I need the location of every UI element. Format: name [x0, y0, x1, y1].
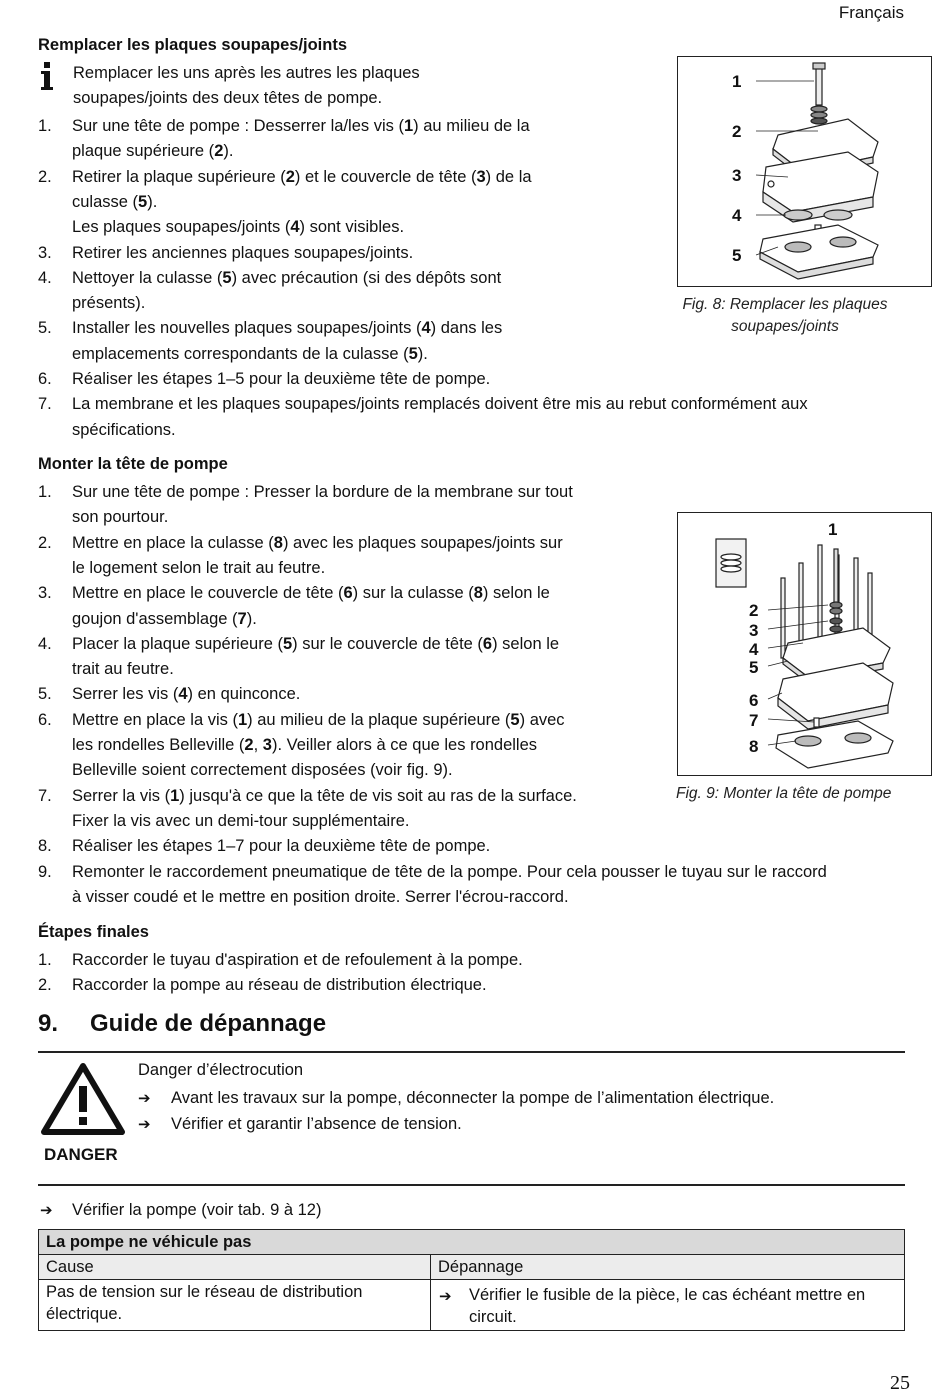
arrow-icon: ➔ [138, 1115, 151, 1133]
step-number: 1. [38, 483, 52, 501]
check-line [40, 1201, 322, 1220]
step-number: 1. [38, 117, 52, 135]
step-text-line: Nettoyer la culasse (5) avec précaution (si des dépôts sont [72, 268, 502, 287]
chapter-title: Guide de dépannage [90, 1010, 327, 1037]
figure-8-caption-line1: Fig. 8: Remplacer les plaques [682, 296, 888, 313]
fig9-label-4: 4 [749, 640, 759, 659]
fig9-label-2: 2 [749, 601, 759, 620]
fig8-label-5: 5 [732, 246, 742, 265]
step-text-line: Retirer la plaque supérieure (2) et le couvercle de tête (3) de la [72, 167, 532, 186]
fault-table-header-row [39, 1255, 905, 1280]
section-title-replace: Remplacer les plaques soupapes/joints [38, 36, 348, 54]
step-text-line: Retirer les anciennes plaques soupapes/joints. [72, 243, 414, 262]
step-text-line: les rondelles Belleville (2, 3). Veiller alors à ce que les rondelles [72, 736, 538, 754]
step-text-line: Installer les nouvelles plaques soupapes/joints (4) dans les [72, 319, 503, 338]
fig8-label-4: 4 [732, 206, 742, 225]
fault-table-title: La pompe ne véhicule pas [39, 1230, 905, 1255]
fault-table [38, 1229, 905, 1331]
page-number: 25 [890, 1372, 910, 1394]
fig9-label-6: 6 [749, 691, 759, 710]
step-number: 3. [38, 584, 52, 603]
arrow-icon: ➔ [40, 1201, 53, 1219]
column-header-cause: Cause [39, 1255, 431, 1280]
step-text-line: culasse (5). [72, 192, 158, 211]
cell-fix-text: Vérifier le fusible de la pièce, le cas échéant mettre en circuit. [469, 1286, 866, 1326]
figure-9-drawing [678, 513, 931, 775]
section-title-mount: Monter la tête de pompe [38, 455, 228, 473]
step-text-line: Mettre en place le couvercle de tête (6) sur la culasse (8) selon le [72, 584, 550, 603]
step-number: 2. [38, 976, 52, 995]
step-number: 3. [38, 243, 52, 262]
fig9-label-8: 8 [749, 737, 759, 756]
fig9-label-5: 5 [749, 658, 759, 677]
info-icon [40, 62, 54, 92]
section-title-final: Étapes finales [38, 923, 149, 941]
note-text-line1: Remplacer les uns après les autres les plaques [73, 64, 420, 82]
step-text-line: son pourtour. [72, 508, 169, 527]
danger-rule-bottom [38, 1184, 905, 1186]
arrow-icon: ➔ [439, 1287, 452, 1305]
danger-label: DANGER [44, 1145, 118, 1164]
step-text-line: Serrer la vis (1) jusqu'à ce que la tête de vis soit au ras de la surface. [72, 786, 577, 805]
fig8-label-1: 1 [732, 72, 742, 91]
step-number: 5. [38, 319, 52, 338]
fig8-label-3: 3 [732, 166, 742, 185]
step-text-line: trait au feutre. [72, 660, 174, 679]
danger-item-2 [138, 1115, 462, 1134]
step-text-line: Réaliser les étapes 1–7 pour la deuxième tête de pompe. [72, 837, 491, 856]
step-number: 1. [38, 951, 52, 969]
step-number: 8. [38, 837, 52, 856]
step-text-line: Belleville soient correctement disposées (voir fig. 9). [72, 761, 453, 780]
step-number: 6. [38, 370, 52, 388]
step-text-line: Sur une tête de pompe : Presser la bordure de la membrane sur tout [72, 483, 573, 501]
step-text-line: Fixer la vis avec un demi-tour supplémentaire. [72, 811, 410, 830]
warning-triangle-icon [40, 1062, 126, 1136]
figure-9 [677, 512, 932, 776]
cell-fix [431, 1280, 905, 1331]
cell-cause: Pas de tension sur le réseau de distribution électrique. [39, 1280, 431, 1331]
step-text-line: spécifications. [72, 420, 176, 439]
step-text-line: Raccorder la pompe au réseau de distribution électrique. [72, 976, 487, 995]
step-number: 4. [38, 634, 52, 653]
arrow-icon: ➔ [138, 1089, 151, 1107]
step-text-line: Raccorder le tuyau d'aspiration et de refoulement à la pompe. [72, 951, 523, 969]
step-text-line: La membrane et les plaques soupapes/joints remplacés doivent être mis au rebut conformément aux [72, 395, 808, 414]
figure-8-caption [670, 294, 900, 338]
chapter-heading [38, 1010, 326, 1038]
step-text-line: Placer la plaque supérieure (5) sur le couvercle de tête (6) selon le [72, 634, 560, 653]
step-number: 6. [38, 710, 52, 729]
fig9-label-3: 3 [749, 621, 759, 640]
step-number: 5. [38, 685, 52, 704]
step-number: 9. [38, 862, 52, 881]
chapter-rule-top [38, 1051, 905, 1053]
step-text-line: le logement selon le trait au feutre. [72, 558, 326, 577]
step-number: 2. [38, 167, 52, 186]
danger-item-1-text: Avant les travaux sur la pompe, déconnecter la pompe de l’alimentation électrique. [171, 1089, 775, 1107]
fig9-label-7: 7 [749, 711, 759, 730]
step-number: 7. [38, 395, 52, 414]
step-text-line: Serrer les vis (4) en quinconce. [72, 685, 301, 704]
language-label: Français [838, 3, 904, 22]
step-text-line: plaque supérieure (2). [72, 142, 234, 161]
figure-8-caption-line2: soupapes/joints [731, 318, 839, 335]
table-row [39, 1280, 905, 1331]
danger-item-1 [138, 1089, 775, 1108]
step-text-line: Remonter le raccordement pneumatique de tête de la pompe. Pour cela pousser le tuyau sur le raccord [72, 862, 827, 881]
step-text-line: Les plaques soupapes/joints (4) sont visibles. [72, 218, 405, 237]
step-number: 7. [38, 786, 52, 805]
danger-item-2-text: Vérifier et garantir l’absence de tension. [171, 1115, 462, 1133]
fig8-label-2: 2 [732, 122, 742, 141]
step-text-line: Mettre en place la culasse (8) avec les plaques soupapes/joints sur [72, 533, 563, 552]
step-text-line: présents). [72, 294, 146, 313]
note-text-line2: soupapes/joints des deux têtes de pompe. [73, 89, 383, 107]
check-text: Vérifier la pompe (voir tab. 9 à 12) [72, 1201, 322, 1219]
column-header-fix: Dépannage [431, 1255, 905, 1280]
figure-8 [677, 56, 932, 287]
step-number: 4. [38, 268, 52, 287]
step-text-line: Sur une tête de pompe : Desserrer la/les vis (1) au milieu de la [72, 117, 530, 135]
figure-9-caption: Fig. 9: Monter la tête de pompe [676, 785, 892, 802]
danger-heading: Danger d’électrocution [138, 1061, 304, 1079]
step-text-line: goujon d'assemblage (7). [72, 609, 257, 628]
fault-table-title-row [39, 1230, 905, 1255]
step-text-line: Mettre en place la vis (1) au milieu de la plaque supérieure (5) avec [72, 710, 565, 729]
step-number: 2. [38, 533, 52, 552]
figure-8-drawing [678, 57, 931, 286]
step-text-line: Réaliser les étapes 1–5 pour la deuxième tête de pompe. [72, 370, 491, 388]
fig9-label-1: 1 [828, 520, 838, 539]
step-text-line: à visser coudé et le mettre en position droite. Serrer l'écrou-raccord. [72, 887, 569, 906]
step-text-line: emplacements correspondants de la culasse (5). [72, 344, 428, 363]
chapter-number: 9. [38, 1010, 59, 1037]
